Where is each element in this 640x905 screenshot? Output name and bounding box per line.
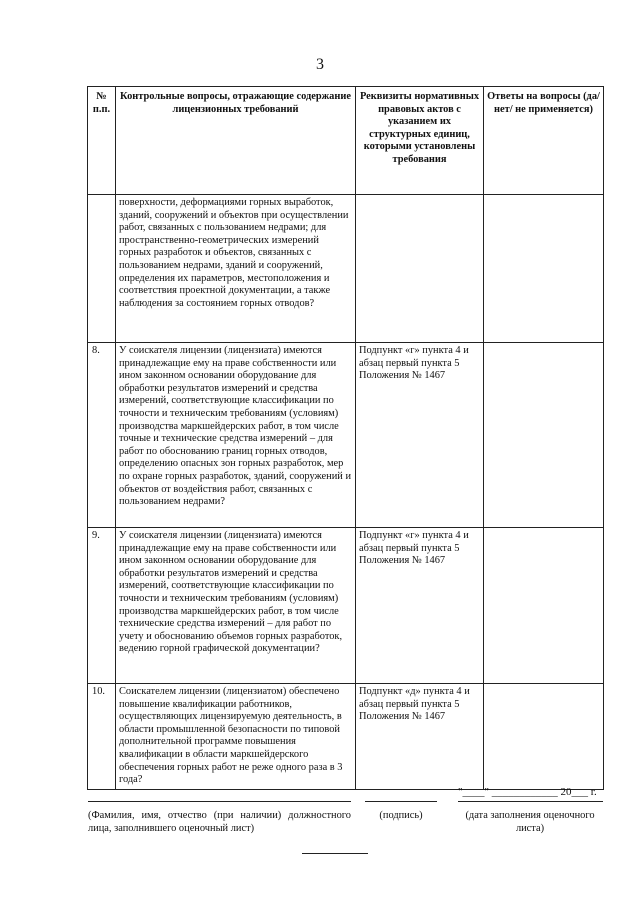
row-question: поверхности, деформациями горных выработок, зданий, сооружений и объектов при осуществлении работ, связанных с пользованием недрами; для пространственно-геометрических измерений горных разработок и объектов, связанных с пользованием недрами, зданий и сооружений, определения их параметров, местоположения и соответствия проектной документации, а также наблюдения за состоянием горных отводов? bbox=[116, 195, 356, 343]
row-reference: Подпункт «г» пункта 4 и абзац первый пункта 5 Положения № 1467 bbox=[356, 343, 484, 528]
name-signature-line[interactable] bbox=[88, 801, 351, 802]
table-row bbox=[88, 528, 604, 684]
row-number: 10. bbox=[88, 684, 116, 790]
checklist-table bbox=[87, 86, 604, 790]
header-number: № п.п. bbox=[88, 87, 116, 195]
table-row bbox=[88, 195, 604, 343]
page-number: 3 bbox=[316, 56, 324, 73]
header-question: Контрольные вопросы, отражающие содержание лицензионных требований bbox=[116, 87, 356, 195]
header-answer: Ответы на вопросы (да/нет/ не применяется) bbox=[484, 87, 604, 195]
row-reference: Подпункт «г» пункта 4 и абзац первый пункта 5 Положения № 1467 bbox=[356, 528, 484, 684]
row-answer[interactable] bbox=[484, 343, 604, 528]
date-caption: (дата заполнения оценочного листа) bbox=[465, 810, 595, 834]
row-answer[interactable] bbox=[484, 684, 604, 790]
row-number: 8. bbox=[88, 343, 116, 528]
row-reference: Подпункт «д» пункта 4 и абзац первый пункта 5 Положения № 1467 bbox=[356, 684, 484, 790]
table-row bbox=[88, 343, 604, 528]
name-caption: (Фамилия, имя, отчество (при наличии) должностного лица, заполнившего оценочный лист) bbox=[88, 810, 351, 834]
row-question: У соискателя лицензии (лицензиата) имеются принадлежащие ему на праве собственности или ином законном основании оборудование для обработки результатов измерений и средства измерений, соответствующие классификации по точности и техническим требованиям (условиям) производства маркшейдерских работ, в том числе точные и технические средства измерений – для работ по обоснованию границ горных отводов, определению опасных зон горных разработок, мер по охране горных разработок, зданий, сооружений и объектов от воздействия работ, связанных с пользованием недрами? bbox=[116, 343, 356, 528]
end-divider bbox=[302, 853, 368, 854]
row-question: У соискателя лицензии (лицензиата) имеются принадлежащие ему на праве собственности или ином законном основании оборудование для обработки результатов измерений и средства измерений, соответствующие классификации по точности и техническим требованиям (условиям) производства маркшейдерских работ, в том числе технические средства измерений – для работ по учету и обоснованию объемов горных разработок, ведению горной графической документации? bbox=[116, 528, 356, 684]
row-number bbox=[88, 195, 116, 343]
date-line[interactable] bbox=[458, 801, 603, 802]
table-row bbox=[88, 684, 604, 790]
date-field[interactable]: "____" ____________ 20___ г. bbox=[458, 786, 597, 798]
header-reference: Реквизиты нормативных правовых актов с указанием их структурных единиц, которыми установлены требования bbox=[356, 87, 484, 195]
signature-caption: (подпись) bbox=[379, 810, 423, 821]
row-reference bbox=[356, 195, 484, 343]
signature-line[interactable] bbox=[365, 801, 437, 802]
table-header-row bbox=[88, 87, 604, 195]
row-answer[interactable] bbox=[484, 528, 604, 684]
row-answer[interactable] bbox=[484, 195, 604, 343]
row-number: 9. bbox=[88, 528, 116, 684]
row-question: Соискателем лицензии (лицензиатом) обеспечено повышение квалификации работников, осуществляющих лицензируемую деятельность, в области промышленной безопасности по типовой дополнительной программе повышения квалификации в области маркшейдерского обеспечения горных работ не реже одного раза в 3 года? bbox=[116, 684, 356, 790]
